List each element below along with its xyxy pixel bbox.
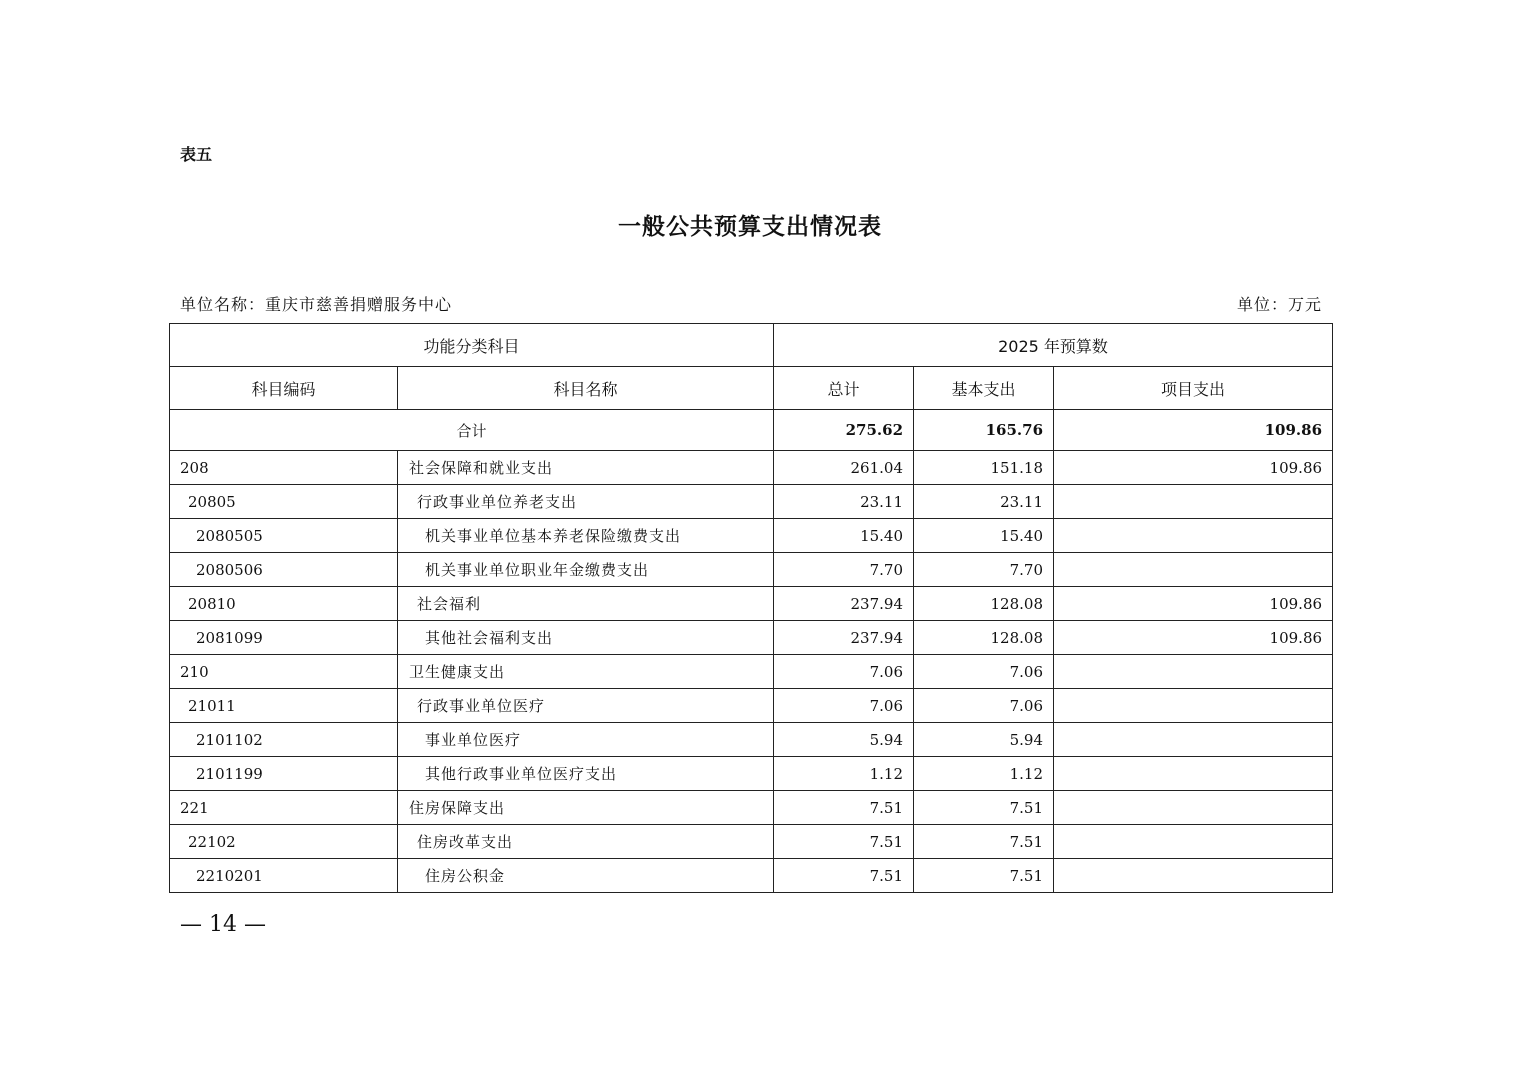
row-name: 住房公积金 [398, 859, 774, 893]
row-basic: 151.18 [914, 451, 1054, 485]
row-name: 行政事业单位医疗 [398, 689, 774, 723]
total-value-total: 275.62 [774, 410, 914, 451]
table-row [170, 791, 1333, 825]
row-name: 卫生健康支出 [398, 655, 774, 689]
row-code: 20810 [170, 587, 398, 621]
row-project [1054, 485, 1333, 519]
total-value-project: 109.86 [1054, 410, 1333, 451]
row-total: 237.94 [774, 621, 914, 655]
row-code: 2081099 [170, 621, 398, 655]
row-total: 7.51 [774, 859, 914, 893]
table-row [170, 859, 1333, 893]
row-basic: 5.94 [914, 723, 1054, 757]
table-row [170, 655, 1333, 689]
row-project [1054, 859, 1333, 893]
table-row [170, 757, 1333, 791]
row-total: 237.94 [774, 587, 914, 621]
row-project [1054, 689, 1333, 723]
page-number: — 14 — [180, 912, 266, 937]
table-row [170, 723, 1333, 757]
row-name: 社会福利 [398, 587, 774, 621]
column-header-total: 总计 [774, 367, 914, 410]
row-name: 行政事业单位养老支出 [398, 485, 774, 519]
row-code: 2101102 [170, 723, 398, 757]
row-total: 7.51 [774, 825, 914, 859]
row-basic: 7.06 [914, 655, 1054, 689]
row-code: 208 [170, 451, 398, 485]
row-basic: 7.51 [914, 825, 1054, 859]
row-project: 109.86 [1054, 451, 1333, 485]
row-name: 机关事业单位职业年金缴费支出 [398, 553, 774, 587]
table-row [170, 825, 1333, 859]
total-label: 合计 [170, 410, 774, 451]
row-code: 2101199 [170, 757, 398, 791]
column-header-name: 科目名称 [398, 367, 774, 410]
row-basic: 7.51 [914, 859, 1054, 893]
column-header-project: 项目支出 [1054, 367, 1333, 410]
row-code: 2080506 [170, 553, 398, 587]
row-basic: 128.08 [914, 587, 1054, 621]
row-basic: 7.06 [914, 689, 1054, 723]
row-code: 221 [170, 791, 398, 825]
row-total: 1.12 [774, 757, 914, 791]
column-header-basic: 基本支出 [914, 367, 1054, 410]
group-header-budget: 2025 年预算数 [774, 324, 1333, 367]
row-name: 其他社会福利支出 [398, 621, 774, 655]
table-row [170, 587, 1333, 621]
row-project [1054, 791, 1333, 825]
row-project: 109.86 [1054, 621, 1333, 655]
row-basic: 7.51 [914, 791, 1054, 825]
table-row [170, 689, 1333, 723]
total-value-basic: 165.76 [914, 410, 1054, 451]
row-name: 其他行政事业单位医疗支出 [398, 757, 774, 791]
unit-measure: 单位：万元 [1236, 295, 1322, 314]
row-code: 20805 [170, 485, 398, 519]
budget-table [169, 323, 1333, 893]
row-basic: 15.40 [914, 519, 1054, 553]
unit-name: 单位名称：重庆市慈善捐赠服务中心 [180, 295, 453, 314]
row-total: 7.06 [774, 689, 914, 723]
row-code: 210 [170, 655, 398, 689]
row-code: 22102 [170, 825, 398, 859]
row-name: 机关事业单位基本养老保险缴费支出 [398, 519, 774, 553]
table-row [170, 451, 1333, 485]
row-project [1054, 723, 1333, 757]
row-total: 5.94 [774, 723, 914, 757]
row-code: 2080505 [170, 519, 398, 553]
column-header-code: 科目编码 [170, 367, 398, 410]
total-row [170, 410, 1333, 451]
page-title: 一般公共预算支出情况表 [618, 213, 882, 240]
row-project [1054, 655, 1333, 689]
row-project [1054, 553, 1333, 587]
row-basic: 7.70 [914, 553, 1054, 587]
row-name: 社会保障和就业支出 [398, 451, 774, 485]
table-row [170, 621, 1333, 655]
row-total: 15.40 [774, 519, 914, 553]
row-basic: 23.11 [914, 485, 1054, 519]
row-project [1054, 757, 1333, 791]
group-header-classification: 功能分类科目 [170, 324, 774, 367]
row-code: 21011 [170, 689, 398, 723]
row-total: 7.51 [774, 791, 914, 825]
table-label: 表五 [180, 145, 213, 164]
table-row [170, 519, 1333, 553]
row-project [1054, 519, 1333, 553]
row-name: 住房保障支出 [398, 791, 774, 825]
row-total: 7.06 [774, 655, 914, 689]
group-header-row [170, 324, 1333, 367]
row-total: 7.70 [774, 553, 914, 587]
row-basic: 1.12 [914, 757, 1054, 791]
row-code: 2210201 [170, 859, 398, 893]
column-header-row [170, 367, 1333, 410]
table-row [170, 553, 1333, 587]
row-total: 23.11 [774, 485, 914, 519]
row-name: 事业单位医疗 [398, 723, 774, 757]
row-project [1054, 825, 1333, 859]
row-name: 住房改革支出 [398, 825, 774, 859]
row-basic: 128.08 [914, 621, 1054, 655]
row-project: 109.86 [1054, 587, 1333, 621]
table-row [170, 485, 1333, 519]
row-total: 261.04 [774, 451, 914, 485]
